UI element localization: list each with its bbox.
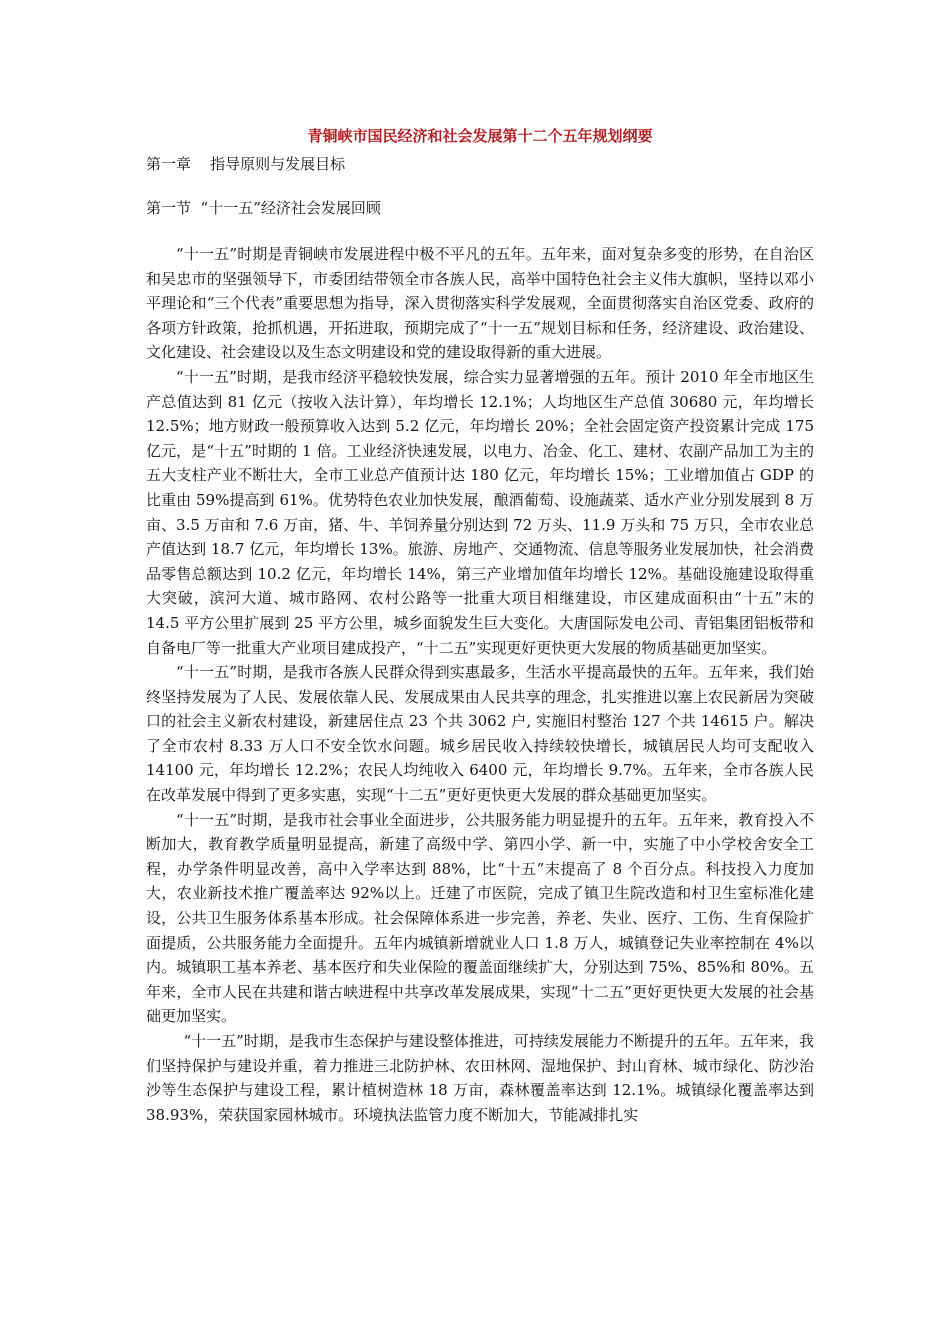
- paragraph: “十一五”时期，是我市经济平稳较快发展，综合实力显著增强的五年。预计 2010 年全市地区生产总值达到 81 亿元（按收入法计算），年均增长 12.1%；人均地区生产总值 30680 元，年均增长 12.5%；地方财政一般预算收入达到 5.2 亿元，年均增长 20%；全社会固定资产投资累计完成 175 亿元，是“十五”时期的 1 倍。工业经济快速发展，以电力、冶金、化工、建材、农副产品加工为主的五大支柱产业不断壮大，全市工业总产值预计达 180 亿元，年均增长 15%；工业增加值占 GDP 的比重由 59%提高到 61%。优势特色农业加快发展，酿酒葡萄、设施蔬菜、适水产业分别发展到 8 万亩、3.5 万亩和 7.6 万亩，猪、牛、羊饲养量分别达到 72 万头、11.9 万头和 75 万只，全市农业总产值达到 18.7 亿元，年均增长 13%。旅游、房地产、交通物流、信息等服务业发展加快，社会消费品零售总额达到 10.2 亿元，年均增长 14%，第三产业增加值年均增长 12%。基础设施建设取得重大突破，滨河大道、城市路网、农村公路等一批重大项目相继建设，市区建成面积由“十五”末的 14.5 平方公里扩展到 25 平方公里，城乡面貌发生巨大变化。大唐国际发电公司、青铝集团铝板带和自备电厂等一批重大产业项目建成投产，“十二五”实现更好更快更大发展的物质基础更加坚实。: [146, 367, 814, 657]
- paragraph: “十一五”时期，是我市各族人民群众得到实惠最多，生活水平提高最快的五年。五年来，我们始终坚持发展为了人民、发展依靠人民、发展成果由人民共享的理念，扎实推进以塞上农民新居为突破口的社会主义新农村建设，新建居住点 23 个共 3062 户, 实施旧村整治 127 个共 14615 户。解决了全市农村 8.33 万人口不安全饮水问题。城乡居民收入持续较快增长，城镇居民人均可支配收入 14100 元，年均增长 12.2%；农民人均纯收入 6400 元，年均增长 9.7%。五年来，全市各族人民在改革发展中得到了更多实惠，实现“十二五”更好更快更大发展的群众基础更加坚实。: [146, 663, 814, 805]
- chapter-heading: 第一章 指导原则与发展目标: [146, 155, 346, 173]
- paragraph: “十一五”时期，是我市社会事业全面进步，公共服务能力明显提升的五年。五年来，教育投入不断加大，教育教学质量明显提高，新建了高级中学、第四小学、新一中，实施了中小学校舍安全工程，办学条件明显改善，高中入学率达到 88%，比“十五”末提高了 8 个百分点。科技投入力度加大，农业新技术推广覆盖率达 92%以上。迁建了市医院，完成了镇卫生院改造和村卫生室标准化建设，公共卫生服务体系基本形成。社会保障体系进一步完善，养老、失业、医疗、工伤、生育保险扩面提质，公共服务能力全面提升。五年内城镇新增就业人口 1.8 万人，城镇登记失业率控制在 4%以内。城镇职工基本养老、基本医疗和失业保险的覆盖面继续扩大，分别达到 75%、85%和 80%。五年来，全市人民在共建和谐古峡进程中共享改革发展成果，实现“十二五”更好更快更大发展的社会基础更加坚实。: [146, 810, 814, 1026]
- section-heading: 第一节 “十一五”经济社会发展回顾: [146, 199, 381, 217]
- document-title: 青铜峡市国民经济和社会发展第十二个五年规划纲要: [307, 127, 653, 145]
- document-page: [146, 124, 814, 1127]
- paragraph: “十一五”时期是青铜峡市发展进程中极不平凡的五年。五年来，面对复杂多变的形势，在自治区和吴忠市的坚强领导下，市委团结带领全市各族人民，高举中国特色社会主义伟大旗帜，坚持以邓小平理论和“三个代表”重要思想为指导，深入贯彻落实科学发展观，全面贯彻落实自治区党委、政府的各项方针政策，抢抓机遇，开拓进取，预期完成了“十一五”规划目标和任务，经济建设、政治建设、文化建设、社会建设以及生态文明建设和党的建设取得新的重大进展。: [146, 245, 814, 362]
- paragraph: “十一五”时期，是我市生态保护与建设整体推进，可持续发展能力不断提升的五年。五年来，我们坚持保护与建设并重，着力推进三北防护林、农田林网、湿地保护、封山育林、城市绿化、防沙治沙等生态保护与建设工程，累计植树造林 18 万亩，森林覆盖率达到 12.1%。城镇绿化覆盖率达到 38.93%，荣获国家园林城市。环境执法监管力度不断加大，节能减排扎实: [146, 1032, 814, 1124]
